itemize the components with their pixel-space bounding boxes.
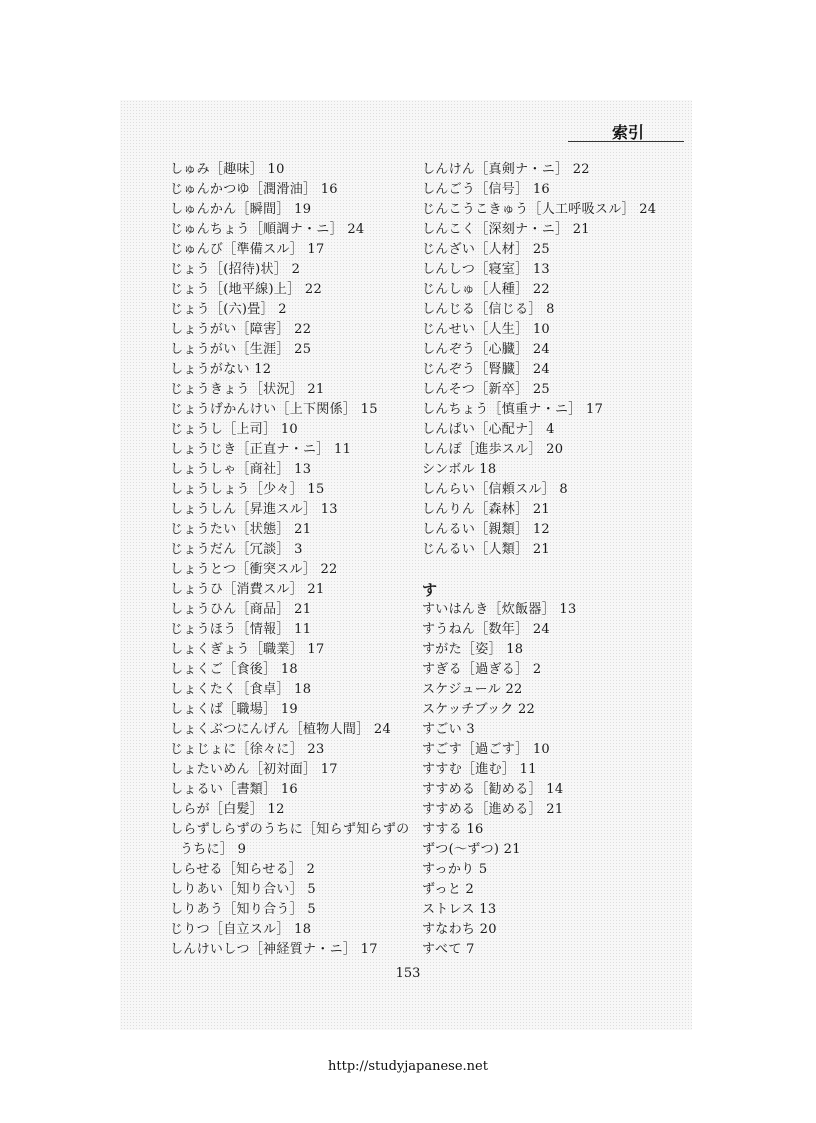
index-entry: じんるい［人類］ 21 — [422, 542, 550, 557]
index-entry: しんぞう［心臓］ 24 — [422, 342, 550, 357]
index-entry: すごい 3 — [422, 722, 475, 737]
index-entry: しょうがい［生涯］ 25 — [170, 342, 312, 357]
section-heading-su: す — [422, 581, 438, 599]
index-entry: すべて 7 — [422, 942, 475, 957]
index-entry: ずつ(〜ずつ) 21 — [422, 842, 521, 857]
index-entry: すする 16 — [422, 822, 484, 837]
index-entry: しんぱい［心配ナ］ 4 — [422, 422, 555, 437]
index-entry: しゅみ［趣味］ 10 — [170, 162, 285, 177]
index-entry: すなわち 20 — [422, 922, 497, 937]
index-entry: じんぞう［腎臓］ 24 — [422, 362, 550, 377]
index-entry: しょうとつ［衝突スル］ 22 — [170, 562, 338, 577]
index-entry: しんりん［森林］ 21 — [422, 502, 550, 517]
index-entry: しんしつ［寝室］ 13 — [422, 262, 550, 277]
index-entry: しりあう［知り合う］ 5 — [170, 902, 317, 917]
index-entry: しょうひん［商品］ 21 — [170, 602, 312, 617]
index-entry: しんじる［信じる］ 8 — [422, 302, 555, 317]
index-entry: じんしゅ［人種］ 22 — [422, 282, 550, 297]
index-entry: じょうだん［冗談］ 3 — [170, 542, 303, 557]
index-entry: スケッチブック 22 — [422, 702, 536, 717]
index-entry: しょくぎょう［職業］ 17 — [170, 642, 325, 657]
index-entry: しゅんかん［瞬間］ 19 — [170, 202, 312, 217]
index-entry: すいはんき［炊飯器］ 13 — [422, 602, 577, 617]
index-entry: しんけいしつ［神経質ナ・ニ］ 17 — [170, 942, 378, 957]
index-entry: しんこく［深刻ナ・ニ］ 21 — [422, 222, 590, 237]
index-entry: じゅんちょう［順調ナ・ニ］ 24 — [170, 222, 365, 237]
index-entry: すすむ［進む］ 11 — [422, 762, 537, 777]
index-entry: じょうげかんけい［上下関係］ 15 — [170, 402, 378, 417]
index-entry: すがた［姿］ 18 — [422, 642, 524, 657]
index-entry: じゅんび［準備スル］ 17 — [170, 242, 325, 257]
index-entry: じょうし［上司］ 10 — [170, 422, 298, 437]
index-entry: ストレス 13 — [422, 902, 497, 917]
index-entry: すすめる［進める］ 21 — [422, 802, 564, 817]
index-entry: じりつ［自立スル］ 18 — [170, 922, 312, 937]
index-entry: しょうひ［消費スル］ 21 — [170, 582, 325, 597]
index-entry: じんこうこきゅう［人工呼吸スル］ 24 — [422, 202, 657, 217]
continuation-text: うちに］ 9 — [180, 842, 247, 857]
index-entry: しょくたく［食卓］ 18 — [170, 682, 312, 697]
index-entry: しんちょう［慎重ナ・ニ］ 17 — [422, 402, 604, 417]
index-entry: じょう［(六)畳］ 2 — [170, 302, 287, 317]
index-entry: しんそつ［新卒］ 25 — [422, 382, 550, 397]
footer-url: http://studyjapanese.net — [328, 1059, 488, 1074]
index-entry: しょくば［職場］ 19 — [170, 702, 298, 717]
index-entry: スケジュール 22 — [422, 682, 523, 697]
index-entry: じんざい［人材］ 25 — [422, 242, 550, 257]
index-entry: じゅんかつゆ［潤滑油］ 16 — [170, 182, 338, 197]
index-entry: じんせい［人生］ 10 — [422, 322, 550, 337]
index-entry: じょじょに［徐々に］ 23 — [170, 742, 325, 757]
index-entry: しょうしょう［少々］ 15 — [170, 482, 325, 497]
index-entry: すごす［過ごす］ 10 — [422, 742, 550, 757]
page-number: 153 — [395, 966, 421, 981]
left-column — [170, 160, 410, 960]
index-entry: しょうしん［昇進スル］ 13 — [170, 502, 338, 517]
index-entry: すうねん［数年］ 24 — [422, 622, 550, 637]
index-entry: しょたいめん［初対面］ 17 — [170, 762, 338, 777]
index-entry: じょう［(地平線)上］ 22 — [170, 282, 323, 297]
index-entry: すっかり 5 — [422, 862, 488, 877]
index-entry: しんぽ［進歩スル］ 20 — [422, 442, 564, 457]
index-entry: しんるい［親類］ 12 — [422, 522, 550, 537]
index-entry: じょうほう［情報］ 11 — [170, 622, 312, 637]
index-entry: じょう［(招待)状］ 2 — [170, 262, 301, 277]
index-entry: しんらい［信頼スル］ 8 — [422, 482, 569, 497]
index-entry: しょくご［食後］ 18 — [170, 662, 298, 677]
index-entry: しりあい［知り合い］ 5 — [170, 882, 317, 897]
index-entry: じょうたい［状態］ 21 — [170, 522, 312, 537]
index-entry: すすめる［勧める］ 14 — [422, 782, 564, 797]
index-entry: すぎる［過ぎる］ 2 — [422, 662, 542, 677]
index-entry: しょうじき［正直ナ・ニ］ 11 — [170, 442, 352, 457]
index-entry: しんごう［信号］ 16 — [422, 182, 550, 197]
index-entry-wrapped-line1: しらずしらずのうちに［知らず知らずの — [170, 822, 410, 837]
index-entry: しょうがい［障害］ 22 — [170, 322, 312, 337]
index-title: 索引 — [612, 123, 645, 142]
index-entry: じょうきょう［状況］ 21 — [170, 382, 325, 397]
index-entry: しょくぶつにんげん［植物人間］ 24 — [170, 722, 392, 737]
index-entry: しんけん［真剣ナ・ニ］ 22 — [422, 162, 590, 177]
index-entry: しょるい［書類］ 16 — [170, 782, 298, 797]
header-rule — [568, 141, 684, 142]
index-entry: シンボル 18 — [422, 462, 497, 477]
index-entry: しらせる［知らせる］ 2 — [170, 862, 316, 877]
index-entry: しらが［白髪］ 12 — [170, 802, 285, 817]
right-column — [422, 160, 684, 960]
index-entry: しょうしゃ［商社］ 13 — [170, 462, 312, 477]
index-entry: ずっと 2 — [422, 882, 475, 897]
index-entry-wrapped-line2 — [170, 840, 410, 860]
index-entry: しょうがない 12 — [170, 362, 272, 377]
